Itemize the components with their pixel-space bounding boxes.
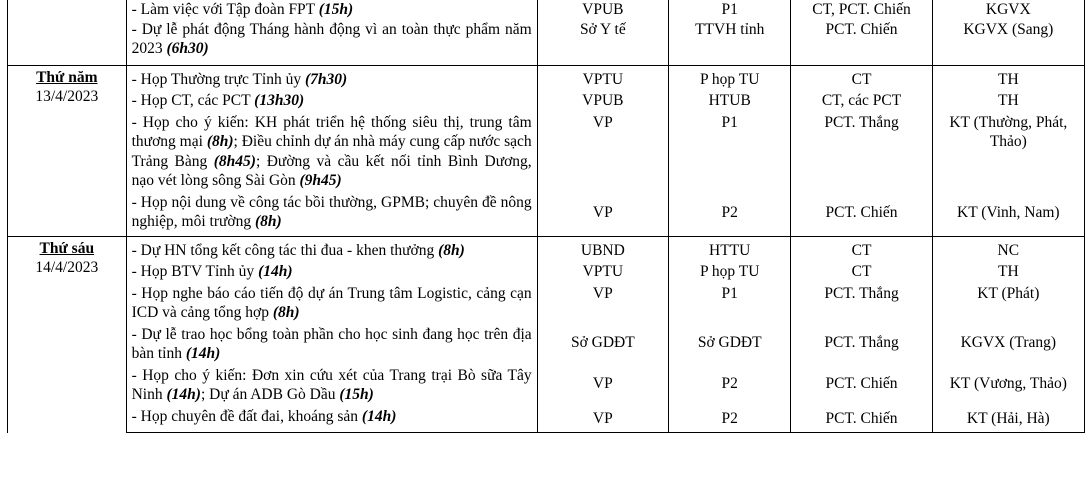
prep-cell: KT (Hải, Hà) <box>932 405 1084 433</box>
host-cell: VPTU <box>537 65 668 89</box>
day-name: Thứ sáu <box>39 239 95 257</box>
schedule-table <box>7 0 1085 433</box>
place-cell: P2 <box>669 191 791 237</box>
task-text: - Họp cho ý kiến: KH phát triển hệ thống siêu thị, trung tâm thương mại <box>131 113 532 150</box>
host-cell: VP <box>537 282 668 323</box>
host-cell: VP <box>537 405 668 433</box>
task-time: (14h) <box>361 407 397 425</box>
task-text: ; Dự án ADB Gò Dầu <box>200 386 340 403</box>
task-text: ; Điều chỉnh dự án nhà máy cung cấp nước sạch Trảng Bàng <box>131 133 532 170</box>
place-cell: HTTU <box>669 236 791 260</box>
task-text: - Họp nghe báo cáo tiến độ dự án Trung tâm Logistic, cảng cạn ICD và cảng tổng hợp <box>131 284 532 321</box>
task-cell <box>126 236 537 260</box>
prep-cell: KT (Phát) <box>932 282 1084 323</box>
host-cell: VPTU <box>537 260 668 282</box>
task-cell <box>126 323 537 364</box>
host-cell: Sở Y tế <box>537 20 668 66</box>
place-cell: TTVH tỉnh <box>669 20 791 66</box>
chair-cell: PCT. Thắng <box>791 111 932 191</box>
place-cell: P họp TU <box>669 260 791 282</box>
schedule-row <box>8 20 1085 66</box>
task-time: (8h45) <box>213 152 256 170</box>
day-date: 14/4/2023 <box>35 259 99 276</box>
task-time: (8h) <box>206 133 234 150</box>
chair-cell: PCT. Chiến <box>791 364 932 405</box>
schedule-row <box>8 282 1085 323</box>
host-cell: UBND <box>537 236 668 260</box>
prep-cell: NC <box>932 236 1084 260</box>
place-cell: P họp TU <box>669 65 791 89</box>
schedule-row <box>8 89 1085 111</box>
schedule-row <box>8 65 1085 89</box>
day-cell <box>8 65 127 236</box>
task-cell <box>126 405 537 433</box>
prep-cell: TH <box>932 65 1084 89</box>
task-text: ; Đường và cầu kết nối tỉnh Bình Dương, nạo vét lòng sông Sài Gòn <box>131 152 532 189</box>
task-time: (8h) <box>254 213 282 230</box>
schedule-row <box>8 111 1085 191</box>
prep-cell: TH <box>932 89 1084 111</box>
chair-cell: PCT. Thắng <box>791 282 932 323</box>
prep-cell: KT (Vương, Thảo) <box>932 364 1084 405</box>
chair-cell: PCT. Chiến <box>791 405 932 433</box>
task-cell <box>126 0 537 20</box>
task-text: - Dự lễ phát động Tháng hành động vì an toàn thực phẩm năm 2023 <box>131 20 532 57</box>
task-text: - Họp cho ý kiến: Đơn xin cứu xét của Trang trại Bò sữa Tây Ninh <box>131 366 532 403</box>
task-time: (14h) <box>166 386 201 403</box>
place-cell: HTUB <box>669 89 791 111</box>
chair-cell: PCT. Thắng <box>791 323 932 364</box>
host-cell: VPUB <box>537 89 668 111</box>
task-time: (14h) <box>185 345 221 362</box>
prep-cell: TH <box>932 260 1084 282</box>
task-cell <box>126 89 537 111</box>
schedule-row <box>8 0 1085 20</box>
task-cell <box>126 65 537 89</box>
task-time: (7h30) <box>305 70 348 88</box>
schedule-row <box>8 405 1085 433</box>
task-text: - Dự lễ trao học bổng toàn phần cho học sinh đang học trên địa bàn tỉnh <box>131 325 532 362</box>
prep-cell: KGVX (Trang) <box>932 323 1084 364</box>
task-text: - Họp chuyên đề đất đai, khoáng sản <box>131 407 362 425</box>
chair-cell: CT, các PCT <box>791 89 932 111</box>
schedule-row <box>8 260 1085 282</box>
place-cell: P2 <box>669 364 791 405</box>
host-cell: VP <box>537 111 668 191</box>
prep-cell: KT (Vinh, Nam) <box>932 191 1084 237</box>
task-time: (9h45) <box>299 172 342 189</box>
place-cell: Sở GDĐT <box>669 323 791 364</box>
task-cell <box>126 364 537 405</box>
schedule-row <box>8 364 1085 405</box>
day-cell <box>8 0 127 65</box>
task-time: (15h) <box>339 386 374 403</box>
task-time: (6h30) <box>166 40 209 57</box>
schedule-row <box>8 191 1085 237</box>
place-cell: P2 <box>669 405 791 433</box>
host-cell: VPUB <box>537 0 668 20</box>
place-cell: P1 <box>669 0 791 20</box>
task-text: - Họp Thường trực Tỉnh ủy <box>131 70 305 88</box>
chair-cell: CT <box>791 260 932 282</box>
task-text: - Dự HN tổng kết công tác thi đua - khen thưởng <box>131 241 439 259</box>
schedule-row <box>8 323 1085 364</box>
prep-cell: KGVX <box>932 0 1084 20</box>
chair-cell: CT <box>791 65 932 89</box>
task-time: (8h) <box>272 304 300 321</box>
task-text: - Họp CT, các PCT <box>131 92 255 109</box>
task-time: (13h30) <box>254 92 305 109</box>
task-cell <box>126 20 537 66</box>
task-text: - Họp nội dung về công tác bồi thường, GPMB; chuyên đề nông nghiệp, môi trường <box>131 193 532 230</box>
prep-cell: KGVX (Sang) <box>932 20 1084 66</box>
chair-cell: PCT. Chiến <box>791 20 932 66</box>
chair-cell: CT, PCT. Chiến <box>791 0 932 20</box>
task-cell <box>126 282 537 323</box>
task-time: (8h) <box>438 241 465 259</box>
day-cell <box>8 236 127 433</box>
host-cell: VP <box>537 191 668 237</box>
task-cell <box>126 111 537 191</box>
place-cell: P1 <box>669 111 791 191</box>
day-name: Thứ năm <box>36 68 98 86</box>
chair-cell: PCT. Chiến <box>791 191 932 237</box>
prep-cell: KT (Thường, Phát, Thảo) <box>932 111 1084 191</box>
task-cell <box>126 191 537 237</box>
schedule-row <box>8 236 1085 260</box>
host-cell: VP <box>537 364 668 405</box>
place-cell: P1 <box>669 282 791 323</box>
host-cell: Sở GDĐT <box>537 323 668 364</box>
task-time: (14h) <box>258 263 293 280</box>
task-text: - Làm việc với Tập đoàn FPT <box>131 1 319 18</box>
task-text: - Họp BTV Tỉnh ủy <box>131 263 259 280</box>
day-date: 13/4/2023 <box>35 88 99 105</box>
chair-cell: CT <box>791 236 932 260</box>
task-cell <box>126 260 537 282</box>
task-time: (15h) <box>318 1 354 18</box>
